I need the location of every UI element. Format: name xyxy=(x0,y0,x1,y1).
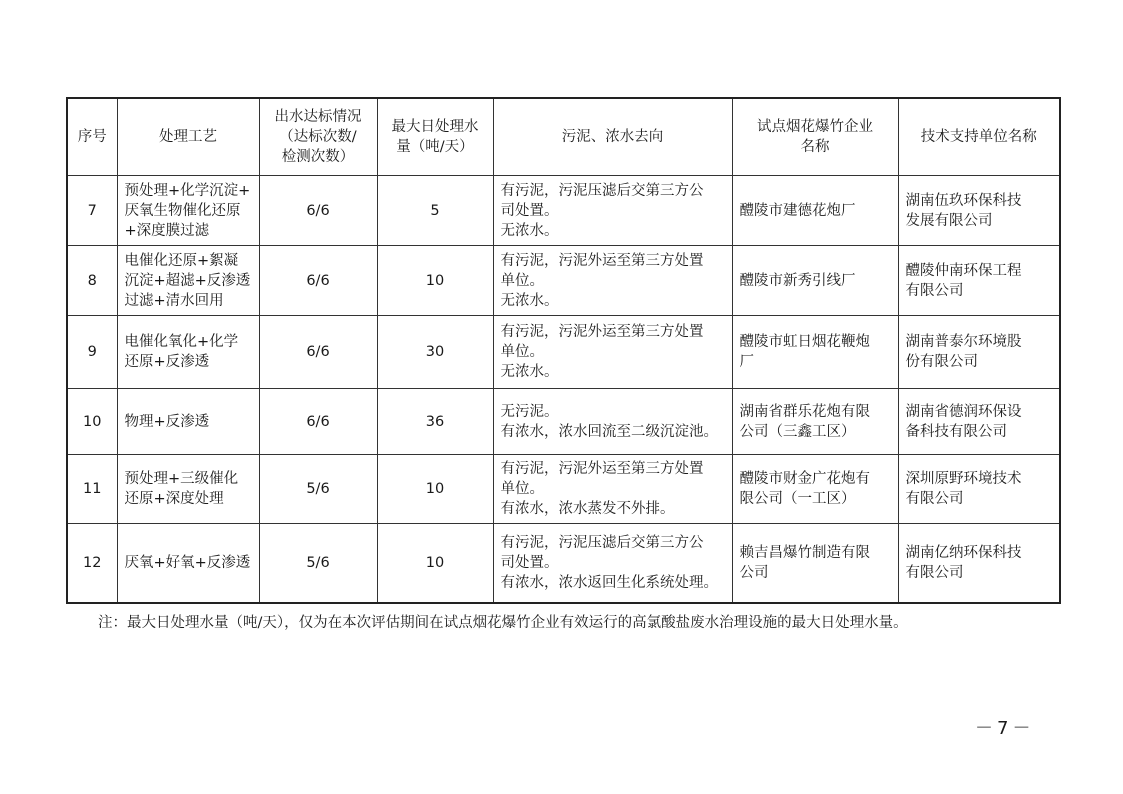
cell-enterprise: 醴陵市新秀引线厂 xyxy=(732,246,898,316)
cell-process: 电催化氧化+化学 还原+反渗透 xyxy=(117,316,259,389)
cell-capacity: 5 xyxy=(377,176,493,246)
cell-capacity: 10 xyxy=(377,455,493,524)
treatment-table xyxy=(66,97,1061,604)
cell-process: 预处理+三级催化 还原+深度处理 xyxy=(117,455,259,524)
header-serial-no: 序号 xyxy=(67,98,117,176)
cell-support-unit: 湖南伍玖环保科技 发展有限公司 xyxy=(898,176,1060,246)
cell-disposal: 有污泥，污泥压滤后交第三方公 司处置。 有浓水，浓水返回生化系统处理。 xyxy=(493,524,732,603)
cell-compliance: 6/6 xyxy=(259,389,377,455)
cell-disposal: 有污泥，污泥外运至第三方处置 单位。 无浓水。 xyxy=(493,316,732,389)
cell-enterprise: 湖南省群乐花炮有限 公司（三鑫工区） xyxy=(732,389,898,455)
table-row xyxy=(67,524,1060,603)
cell-disposal: 无污泥。 有浓水，浓水回流至二级沉淀池。 xyxy=(493,389,732,455)
header-compliance: 出水达标情况 （达标次数/ 检测次数） xyxy=(259,98,377,176)
cell-serial-no: 11 xyxy=(67,455,117,524)
cell-enterprise: 醴陵市财金广花炮有 限公司（一工区） xyxy=(732,455,898,524)
cell-compliance: 5/6 xyxy=(259,455,377,524)
cell-compliance: 6/6 xyxy=(259,316,377,389)
table-row xyxy=(67,455,1060,524)
header-capacity: 最大日处理水 量（吨/天） xyxy=(377,98,493,176)
table-row xyxy=(67,246,1060,316)
cell-support-unit: 湖南省德润环保设 备科技有限公司 xyxy=(898,389,1060,455)
cell-compliance: 6/6 xyxy=(259,246,377,316)
cell-compliance: 5/6 xyxy=(259,524,377,603)
table-header-row xyxy=(67,98,1060,176)
header-disposal: 污泥、浓水去向 xyxy=(493,98,732,176)
cell-disposal: 有污泥，污泥外运至第三方处置 单位。 无浓水。 xyxy=(493,246,732,316)
header-enterprise: 试点烟花爆竹企业 名称 xyxy=(732,98,898,176)
table-footnote: 注：最大日处理水量（吨/天），仅为在本次评估期间在试点烟花爆竹企业有效运行的高氯酸盐废水治理设施的最大日处理水量。 xyxy=(98,615,908,631)
table-row xyxy=(67,316,1060,389)
cell-capacity: 10 xyxy=(377,524,493,603)
cell-support-unit: 湖南亿纳环保科技 有限公司 xyxy=(898,524,1060,603)
cell-support-unit: 醴陵仲南环保工程 有限公司 xyxy=(898,246,1060,316)
cell-enterprise: 醴陵市建德花炮厂 xyxy=(732,176,898,246)
header-process: 处理工艺 xyxy=(117,98,259,176)
cell-capacity: 36 xyxy=(377,389,493,455)
cell-serial-no: 8 xyxy=(67,246,117,316)
header-support-unit: 技术支持单位名称 xyxy=(898,98,1060,176)
cell-disposal: 有污泥，污泥压滤后交第三方公 司处置。 无浓水。 xyxy=(493,176,732,246)
cell-enterprise: 醴陵市虹日烟花鞭炮 厂 xyxy=(732,316,898,389)
cell-serial-no: 9 xyxy=(67,316,117,389)
cell-capacity: 10 xyxy=(377,246,493,316)
cell-process: 厌氧+好氧+反渗透 xyxy=(117,524,259,603)
cell-support-unit: 深圳原野环境技术 有限公司 xyxy=(898,455,1060,524)
cell-process: 预处理+化学沉淀+ 厌氧生物催化还原 +深度膜过滤 xyxy=(117,176,259,246)
cell-serial-no: 7 xyxy=(67,176,117,246)
cell-process: 物理+反渗透 xyxy=(117,389,259,455)
table-row xyxy=(67,389,1060,455)
table-row xyxy=(67,176,1060,246)
cell-disposal: 有污泥，污泥外运至第三方处置 单位。 有浓水，浓水蒸发不外排。 xyxy=(493,455,732,524)
cell-capacity: 30 xyxy=(377,316,493,389)
cell-support-unit: 湖南普泰尔环境股 份有限公司 xyxy=(898,316,1060,389)
cell-compliance: 6/6 xyxy=(259,176,377,246)
cell-process: 电催化还原+絮凝 沉淀+超滤+反渗透 过滤+清水回用 xyxy=(117,246,259,316)
cell-serial-no: 12 xyxy=(67,524,117,603)
cell-enterprise: 赖吉昌爆竹制造有限 公司 xyxy=(732,524,898,603)
page-number: －7－ xyxy=(975,718,1035,739)
cell-serial-no: 10 xyxy=(67,389,117,455)
